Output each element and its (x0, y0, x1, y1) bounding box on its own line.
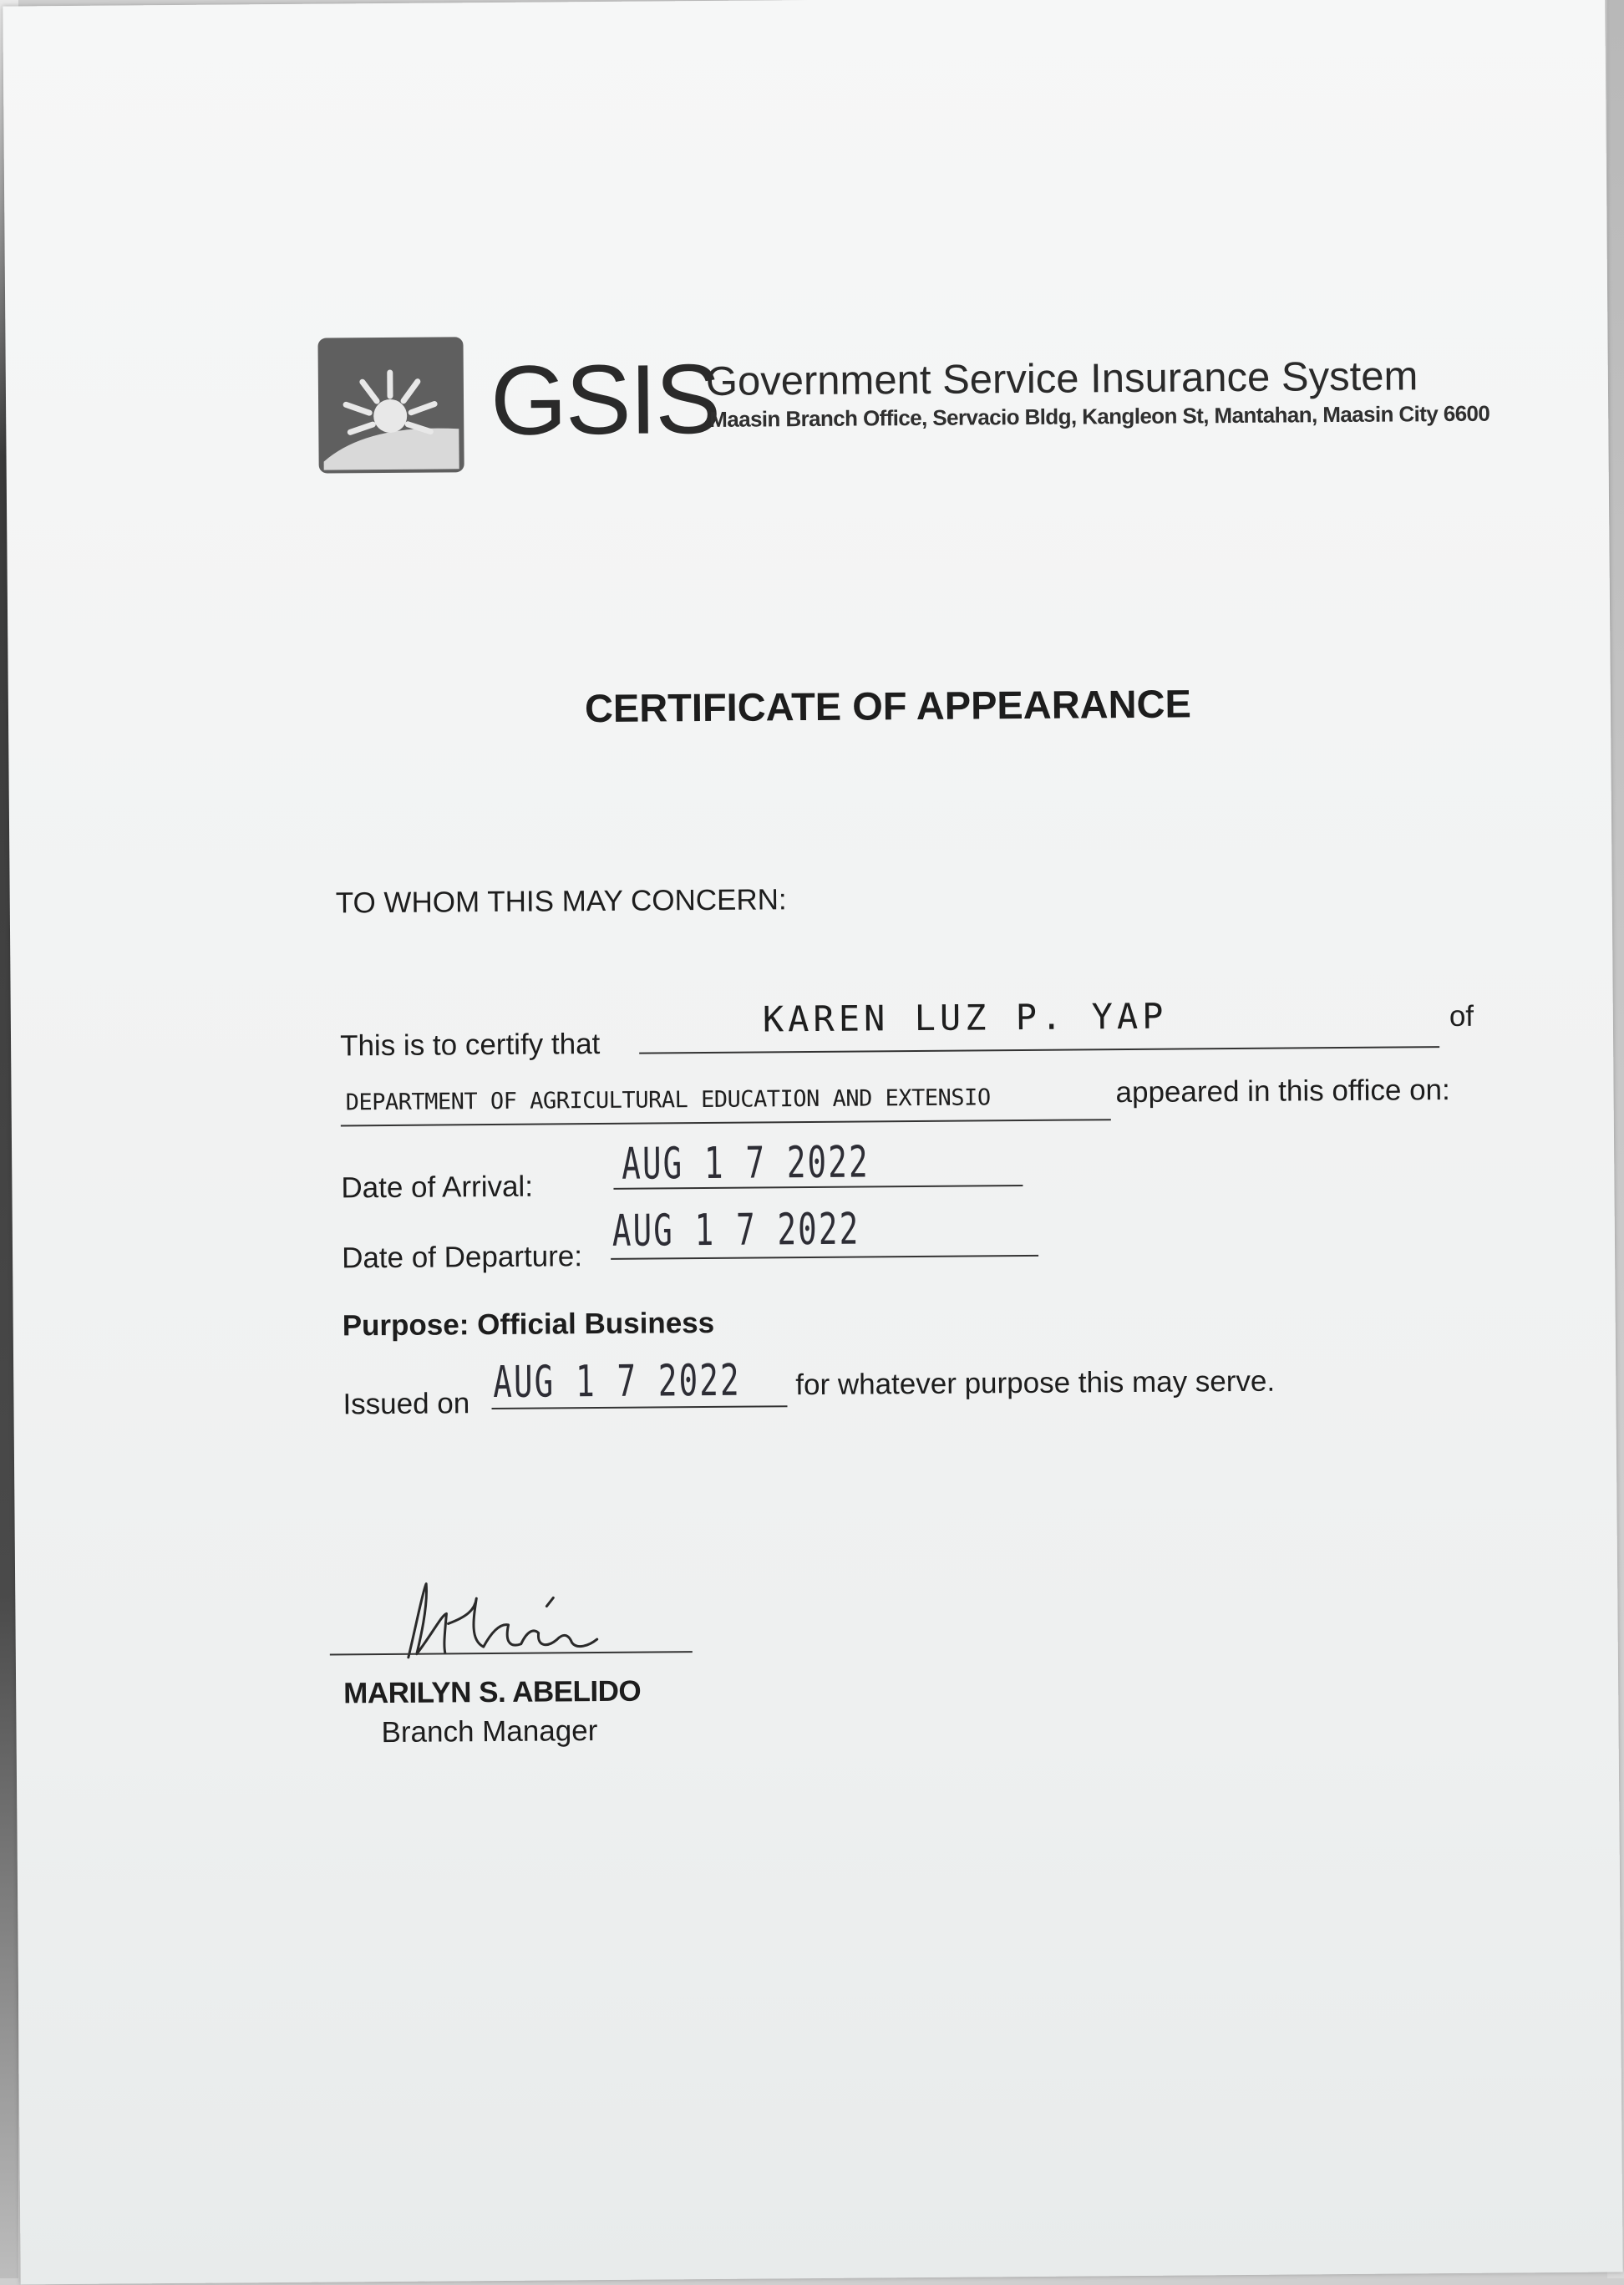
gsis-sun-logo-icon (316, 335, 465, 475)
issued-date-stamp: AUG 1 7 2022 (493, 1356, 741, 1408)
issued-suffix: for whatever purpose this may serve. (795, 1365, 1275, 1403)
appeared-text: appeared in this office on: (1115, 1074, 1450, 1109)
arrival-label: Date of Arrival: (341, 1170, 533, 1206)
office-handwritten: DEPARTMENT OF AGRICULTURAL EDUCATION AND EXTENSIO (346, 1084, 991, 1115)
of-label: of (1449, 1000, 1474, 1033)
departure-label: Date of Departure: (342, 1240, 582, 1275)
name-underline (639, 1046, 1439, 1054)
document-title: CERTIFICATE OF APPEARANCE (585, 680, 1191, 731)
certificate-page (3, 0, 1622, 2284)
signatory-name: MARILYN S. ABELIDO (343, 1675, 641, 1711)
arrival-date-stamp: AUG 1 7 2022 (622, 1137, 870, 1189)
certify-name-handwritten: KAREN LUZ P. YAP (763, 996, 1168, 1040)
gsis-wordmark: GSIS (490, 350, 720, 450)
issued-label: Issued on (343, 1387, 469, 1421)
office-underline (341, 1119, 1111, 1126)
departure-date-stamp: AUG 1 7 2022 (612, 1205, 860, 1257)
signatory-position: Branch Manager (381, 1714, 597, 1749)
certify-prefix: This is to certify that (340, 1028, 601, 1063)
purpose-text: Purpose: Official Business (343, 1307, 715, 1343)
salutation: TO WHOM THIS MAY CONCERN: (336, 883, 787, 920)
organization-name: Government Service Insurance System (706, 353, 1418, 405)
organization-address: Maasin Branch Office, Servacio Bldg, Kangleon St, Mantahan, Maasin City 6600 (709, 401, 1490, 433)
